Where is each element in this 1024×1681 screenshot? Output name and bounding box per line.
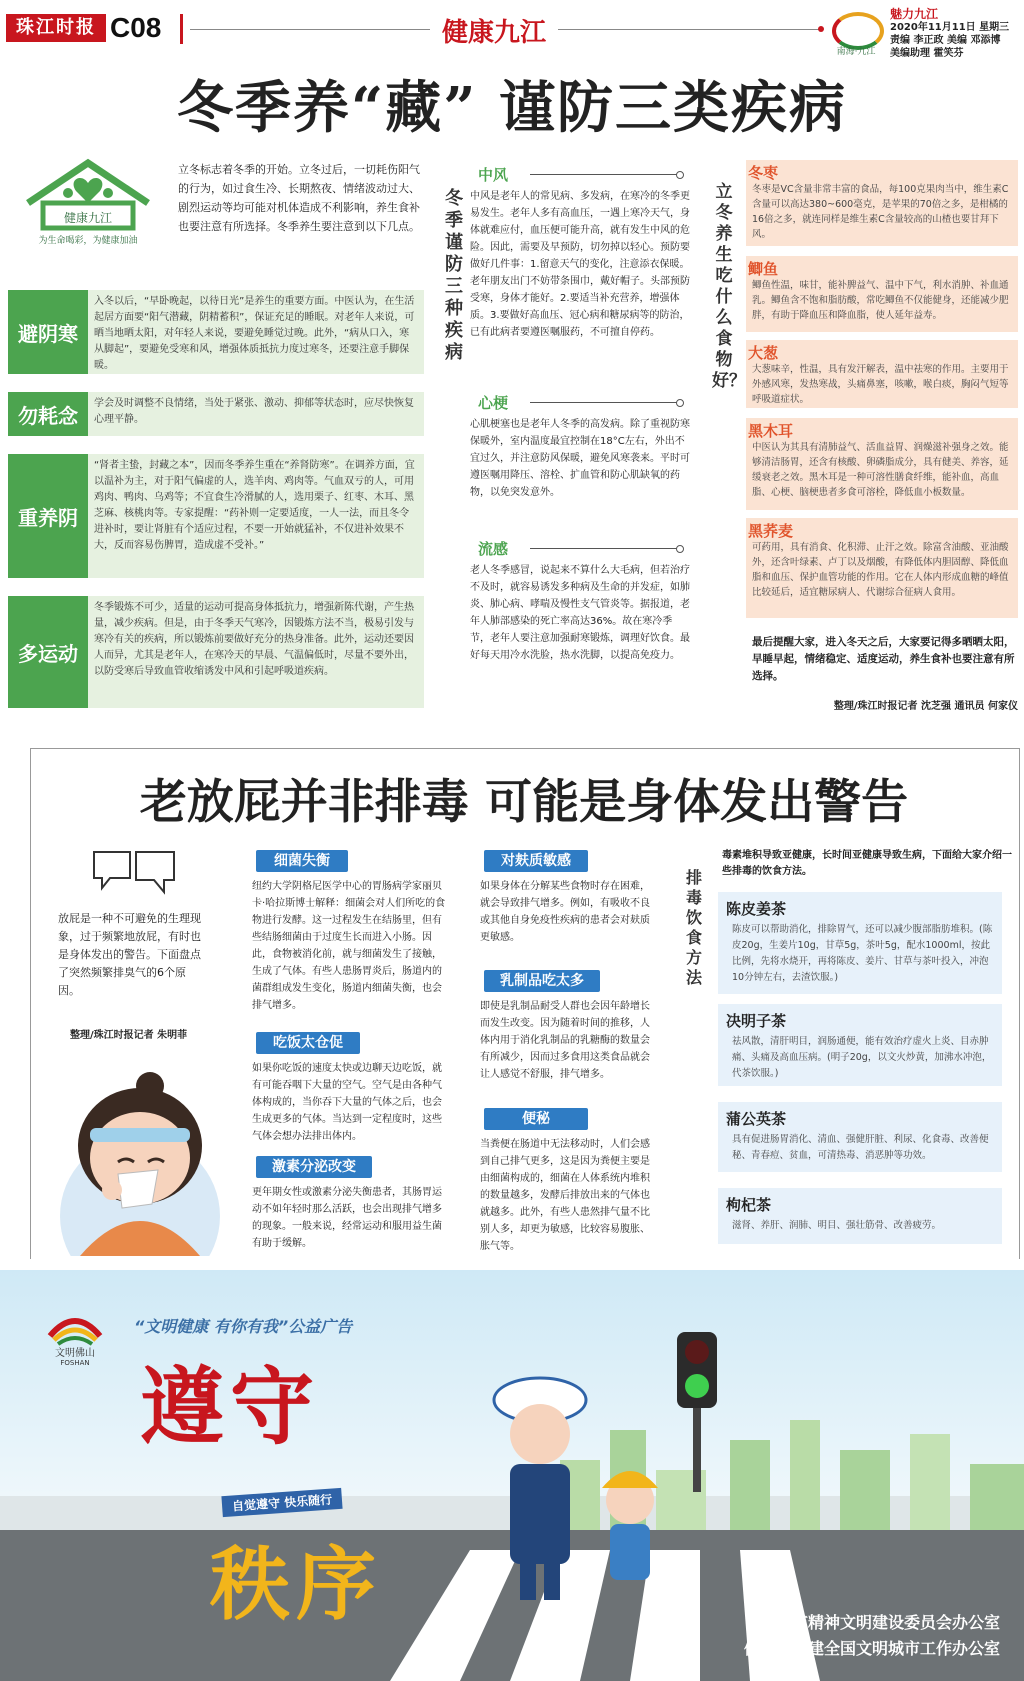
speech-bubbles-icon [90,848,180,898]
tea-text: 陈皮可以帮助消化，排除胃气，还可以减少腹部脂肪堆积。(陈皮20g，生姜片10g，甘草5g，茶叶5g，配水1000ml，按此比例，先将水烧开，再将陈皮、姜片、甘草与茶叶投入，冲泡10分钟左右，去渣饮服。) [732,924,993,983]
tip-text: 冬季锻炼不可少，适量的运动可提高身体抵抗力，增强新陈代谢，产生热量，减少疾病。但是，由于冬季天气寒冷，因锻炼方法不当，极易引发与寒冷有关的疾病，所以锻炼前要做好充分的热身准备。此外，运动还要因人而异，尤其是老年人，在寒冷天的早晨、气温偏低时，尽量不要外出，以防受寒后导致血管收缩诱发中风和引起呼吸道疾病。 [94,602,414,677]
tip-text: 入冬以后，“早卧晚起，以待日光”是养生的重要方面。中医认为，在生活起居方面要“阳气潜藏，阴精蓄积”，保证充足的睡眠。对老年人来说，可晒当地晒太阳，对年轻人来说，要避免睡觉过晚。此外，“病从口入，寒从脚起”，要避免受寒和风，增强体质抵抗力度过寒冬，还要注意手脚保暖。 [94,296,415,371]
tip-label: 重养阴 [8,454,88,578]
tip-label: 避阴寒 [8,290,88,374]
tea-box [718,892,1002,994]
masthead [0,0,1024,60]
svg-text:文明佛山: 文明佛山 [55,1348,95,1359]
food-box [746,340,1018,408]
tea-box [718,1102,1002,1172]
cause-heading: 吃饭太仓促 [256,1032,360,1054]
article2-byline: 整理/珠江时报记者 朱明菲 [70,1030,188,1041]
cause-text: 如果你吃饭的速度太快或边聊天边吃饭，就有可能吞咽下大量的空气。空气是由各种气体构成的，当你吞下大量的气体之后，也会生成更多的气体。当达到一定程度时，这些气体会想办法排出体内。 [252,1063,442,1142]
section-flu-text: 老人冬季感冒，说起来不算什么大毛病，但若治疗不及时，就容易诱发多种病及生命的并发症，如肺炎、肺心病、哮喘及慢性支气管炎等。据报道，老年人肺部感染的死亡率高达36%。故在寒冷季节，老年人要注意加强耐寒锻炼，调理好饮食。最好每天用冷水洗脸，热水洗脚，以提高免疫力。 [470,565,690,661]
subhead-rule [530,548,680,549]
tip-text: “肾者主蛰，封藏之本”，因而冬季养生重在“养肾防寒”。在调养方面，宜以温补为主，对于阳气偏虚的人，选羊肉、鸡肉等。气血双亏的人，可用鸡肉、鸭肉、乌鸡等；不宜食生冷滑腻的人，选用栗子、红枣、木耳、黑芝麻、核桃肉等。专家提醒：“药补则一定要适度，一人一法，而且冬令进补时，要让肾脏有个适应过程，不要一开始就猛补，不仅进补效果不大，反而容易伤脾胃，造成虚不受补。” [94,460,415,551]
tip-text: 学会及时调整不良情绪，当处于紧张、激动、抑郁等状态时，应尽快恢复心理平静。 [94,398,414,425]
svg-text:为生命喝彩，为健康加油: 为生命喝彩，为健康加油 [38,236,138,246]
header-dot [818,26,824,32]
section-title: 健康九江 [430,12,558,49]
subhead-stroke: 中风 [478,166,509,184]
subhead-heart: 心梗 [478,394,509,412]
tea-name: 决明子茶 [726,1012,787,1030]
editor-line: 责编 李正政 美编 邓添博 [890,35,1001,46]
cause-text: 更年期女性或激素分泌失衡患者，其肠胃运动不如年轻时那么活跃，也会出现排气增多的现象。一般来说，经常运动和服用益生菌有助于缓解。 [252,1187,442,1249]
tea-text: 滋肾、养肝、润肺、明目、强壮筋骨、改善疲劳。 [732,1220,942,1231]
food-box [746,256,1018,332]
svg-text:健康九江: 健康九江 [63,211,113,225]
food-name: 大葱 [748,344,779,362]
article1-closing-tip: 最后提醒大家，进入冬天之后，大家要记得多晒晒太阳，早睡早起，情绪稳定、适度运动，养生食补也要注意有所选择。 [752,636,1015,682]
tea-name: 陈皮姜茶 [726,900,787,918]
cause-heading: 乳制品吃太多 [484,970,600,992]
tea-box [718,1188,1002,1244]
tip-box-yin [8,454,424,578]
tea-name: 蒲公英茶 [726,1110,787,1128]
food-box [746,518,1018,618]
section-heart-text: 心肌梗塞也是老年人冬季的高发病。除了重视防寒保暖外，室内温度最宜控制在18°C左右，外出不宜过久，并注意防风保暖，避免风寒袭来。平时可遵医嘱用降压、溶栓、扩血管和防心肌缺氧的药物，以免突发意外。 [470,419,690,498]
sneezing-girl-illustration [40,1066,240,1256]
food-text: 大葱味辛，性温，具有发汗解表，温中祛寒的作用。主要用于外感风寒，发热寒战，头痛鼻塞，咳嗽，喉白痰，胸闷气短等呼吸道症状。 [752,364,1009,405]
food-text: 中医认为其具有清肺益气、活血益胃、润燥滋补强身之效。能够清洁肠胃，还含有核酸、卵磷脂成分，具有健美、养容，延缓衰老之效。黑木耳是一种可溶性膳食纤维，能补血，高血脂、心梗、脑梗患者多食可溶栓，降低血小板数量。 [752,442,1009,498]
tea-box [718,1004,1002,1086]
article1-intro: 立冬标志着冬季的开始。立冬过后，一切耗伤阳气的行为，如过食生冷、长期熬夜、情绪波动过大、剧烈运动等均可能对机体造成不利影响，养生食补也要注意有所选择。冬季养生要注意到以下几点。 [178,163,420,233]
date-line: 2020年11月11日 星期三 [890,22,1010,33]
detox-title: 排毒饮食方法 [685,868,702,987]
cause-heading: 细菌失衡 [256,850,348,872]
food-box [746,418,1018,510]
tea-text: 具有促进肠胃消化、清血、强健肝脏、利尿、化食毒、改善便秘、青春痘、贫血，可清热毒、消恶肿等功效。 [732,1134,989,1161]
food-text: 可药用，具有消食、化积滞、止汗之效。除富含油酸、亚油酸外，还含叶绿素、卢丁以及烟酸，有降低体内胆固醇、降低血脂和血压、保护血管功能的作用。它在人体内形成血糖的峰值比较延后，适宜糖尿病人、代谢综合征病人食用。 [752,542,1009,598]
paper-logo: 珠江时报 [6,14,106,42]
page-number: C08 [110,12,162,43]
tip-box-mind [8,392,424,436]
header-divider [180,14,183,44]
food-text: 冬枣是VC含量非常丰富的食品，每100克果肉当中，维生素C含量可以高达380~600毫克，是苹果的70倍之多，是柑橘的16倍之多，就连同样是维生素C含量较高的山楂也要甘拜下风。 [752,184,1009,240]
tea-name: 枸杞茶 [726,1196,772,1214]
right-column-title: 立冬养生吃什么食物好？ [712,182,746,391]
tip-label: 勿耗念 [8,392,88,436]
subhead-rule [530,402,680,403]
traffic-officer-illustration [480,1370,680,1600]
cause-heading: 激素分泌改变 [256,1156,372,1178]
mid-column-title: 冬季谨防三种疾病 [445,188,463,363]
cause-text: 即使是乳制品耐受人群也会因年龄增长而发生改变。因为随着时间的推移，人体内用于消化乳制品的乳糖酶的数量会有所减少，因而过多食用这类食品就会让人感觉不舒服，排气增多。 [480,1001,650,1080]
article2-title: 老放屁并非排毒 可能是身体发出警告 [139,775,909,830]
tea-text: 祛风散，清肝明目，润肠通便，能有效治疗虚火上炎、目赤肿痛、头痛及高血压病。(明子20g，以文火炒黄，加沸水冲泡，代茶饮服。) [732,1036,992,1079]
cause-heading: 便秘 [484,1108,588,1130]
cause-text: 当粪便在肠道中无法移动时，人们会感到自己排气更多，这是因为粪便主要是由细菌构成的，细菌在人体系统内堆积的数量越多，发酵后排放出来的气体也就越多。此外，有些人患然排气量不比别人多，却更为敏感，比较容易腹胀、胀气等。 [480,1139,650,1252]
subhead-flu: 流感 [478,540,509,558]
food-name: 黑荞麦 [748,522,794,540]
cause-text: 如果身体在分解某些食物时存在困难，就会导致排气增多。例如，有吸收不良或其他自身免疫性疾病的患者会对麸质更敏感。 [480,881,650,943]
tip-box-avoid-cold [8,290,424,374]
svg-text:FOSHAN: FOSHAN [60,1359,90,1366]
food-box [746,160,1018,246]
foshan-logo [40,1306,110,1366]
cause-text: 纽约大学阴格尼医学中心的胃肠病学家丽贝卡·哈拉斯博士解释：细菌会对人们所吃的食物进行发酵。这一过程发生在结肠里，但有些结肠细菌由于过度生长而进入小肠。因此，食物被消化前，就与细菌发生了接触，生成了气体。有些人患肠胃炎后，肠道内的菌群组成发生变化，肠道内细菌失衡，也会排气增多。 [252,881,446,1011]
article1-byline: 整理/珠江时报记者 沈芝强 通讯员 何家仪 [833,701,1018,712]
ad-headline-order: 秩序 [210,1537,382,1631]
issue-meta [890,8,1020,60]
public-service-ad [0,1270,1024,1681]
food-name: 黑木耳 [748,422,794,440]
food-name: 冬枣 [748,164,779,182]
food-name: 鲫鱼 [748,260,779,278]
subhead-rule [530,174,680,175]
section-stroke-text: 中风是老年人的常见病、多发病，在寒冷的冬季更易发生。老年人多有高血压，一遇上寒冷天气，身体就难应付，血压便可能升高，就有发生中风的危险。因此，需要及早预防，切勿掉以轻心。预防要做好几件事：1.留意天气的变化，注意添衣保暖。老年朋友出门不妨带条围巾，戴好帽子。头部预防受寒，身体才能好。2.要适当补充营养，增强体质。3.要做好高血压、冠心病和糖尿病等的防治，已有此病者要遵医嘱服药，不可擅自停药。 [470,191,690,338]
tip-box-exercise [8,596,424,708]
food-text: 鲫鱼性温，味甘，能补脾益气、温中下气，利水消肿、补血通乳。鲫鱼含不饱和脂肪酸，常吃鲫鱼不仅能健身，还能减少肥胖，有助于降血压和降血脂，使人延年益寿。 [752,280,1009,321]
ad-org-2: 佛山市创建全国文明城市工作办公室 [743,1639,1000,1658]
ad-tagline: “文明健康 有你有我”公益广告 [134,1317,353,1336]
article2-intro: 放屁是一种不可避免的生理现象，过于频繁地放屁，有时也是身体发出的警告。下面盘点了突然频繁排臭气的6个原因。 [58,912,201,997]
column-name: 魅力九江 [890,7,939,21]
ad-slogan: 自觉遵守 快乐随行 [221,1488,342,1517]
ad-org-1: 佛山市精神文明建设委员会办公室 [759,1613,1000,1632]
series-logo: 南海·九江 [828,10,884,54]
ad-headline-obey: 遵守 [140,1357,321,1456]
health-logo [8,148,168,248]
detox-intro: 毒素堆积导致亚健康，长时间亚健康导致生病，下面给大家介绍一些排毒的饮食方法。 [722,850,1012,877]
tip-label: 多运动 [8,596,88,708]
cause-heading: 对麸质敏感 [484,850,588,872]
assistant-line: 美编助理 霍笑芬 [890,48,964,59]
article1-title: 冬季养“藏” 谨防三类疾病 [177,75,847,141]
